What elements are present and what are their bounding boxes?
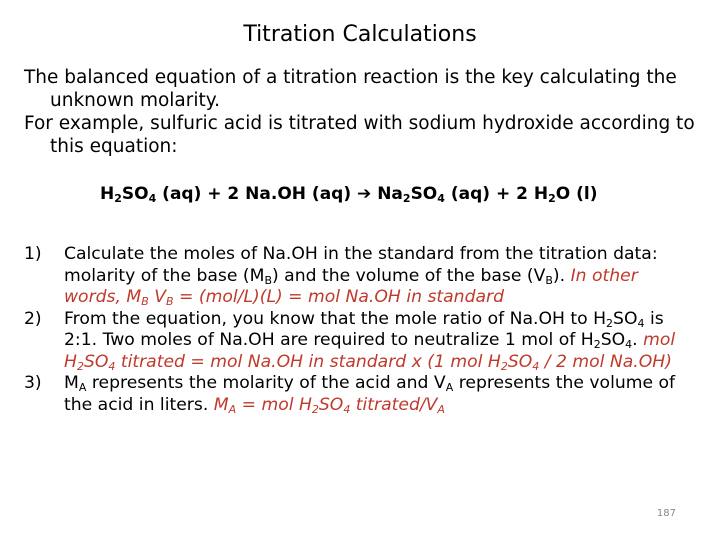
page-number: 187: [656, 508, 676, 519]
list-item: 1) Calculate the moles of Na.OH in the standard from the titration data: molarity of the base $(M_B)$ and the volume of the base $(V_B)$. In other words, $M_B$ $V_B = (mol/L)(L)$ = mol Na.OH in standard: [24, 244, 658, 308]
intro-line-1: The balanced equation of a titration reaction is the key calculating the unknown molarity.: [24, 67, 677, 111]
step-number: 3): [24, 373, 42, 393]
step-number: 1): [24, 244, 42, 264]
step-number: 2): [24, 308, 42, 329]
list-item: 3) $M_A$ represents the molarity of the acid and $V_A$ represents the volume of the acid in liters. $M_A$ = mol $H_2SO_4$ titrated/$V_A$: [24, 373, 676, 416]
list-item: 2) From the equation, you know that the mole ratio of Na.OH to $H_2SO_4$ is 2:1. Two moles of Na.OH are required to neutralize 1 mol of $H_2SO_4$. mol $H_2SO_4$ titrated = mol Na.OH in standard x (1 mol $H_2SO_4 / 2$ mol Na.OH): [24, 308, 676, 373]
intro-text: [24, 66, 710, 158]
emphasis-text: mol $H_2SO_4$ titrated = mol Na.OH in standard x (1 mol $H_2SO_4 / 2$ mol Na.OH): [64, 330, 676, 373]
arrow-icon: ➔: [357, 184, 372, 204]
intro-line-2: For example, sulfuric acid is titrated with sodium hydroxide according to this equation:: [24, 113, 695, 157]
emphasis-text: In other words, $M_B$ $V_B = (mol/L)(L)$ = mol Na.OH in standard: [64, 265, 638, 308]
steps-list: [24, 244, 700, 416]
chemical-equation: $H_2SO_4$ (aq) + 2 Na.OH (aq) ➔ $Na_2SO_4$ (aq) + 2 $H_2O$ (l): [100, 184, 598, 205]
emphasis-text: $M_A$ = mol $H_2SO_4$ titrated/$V_A$: [213, 394, 445, 416]
page-title: Titration Calculations: [243, 22, 477, 47]
